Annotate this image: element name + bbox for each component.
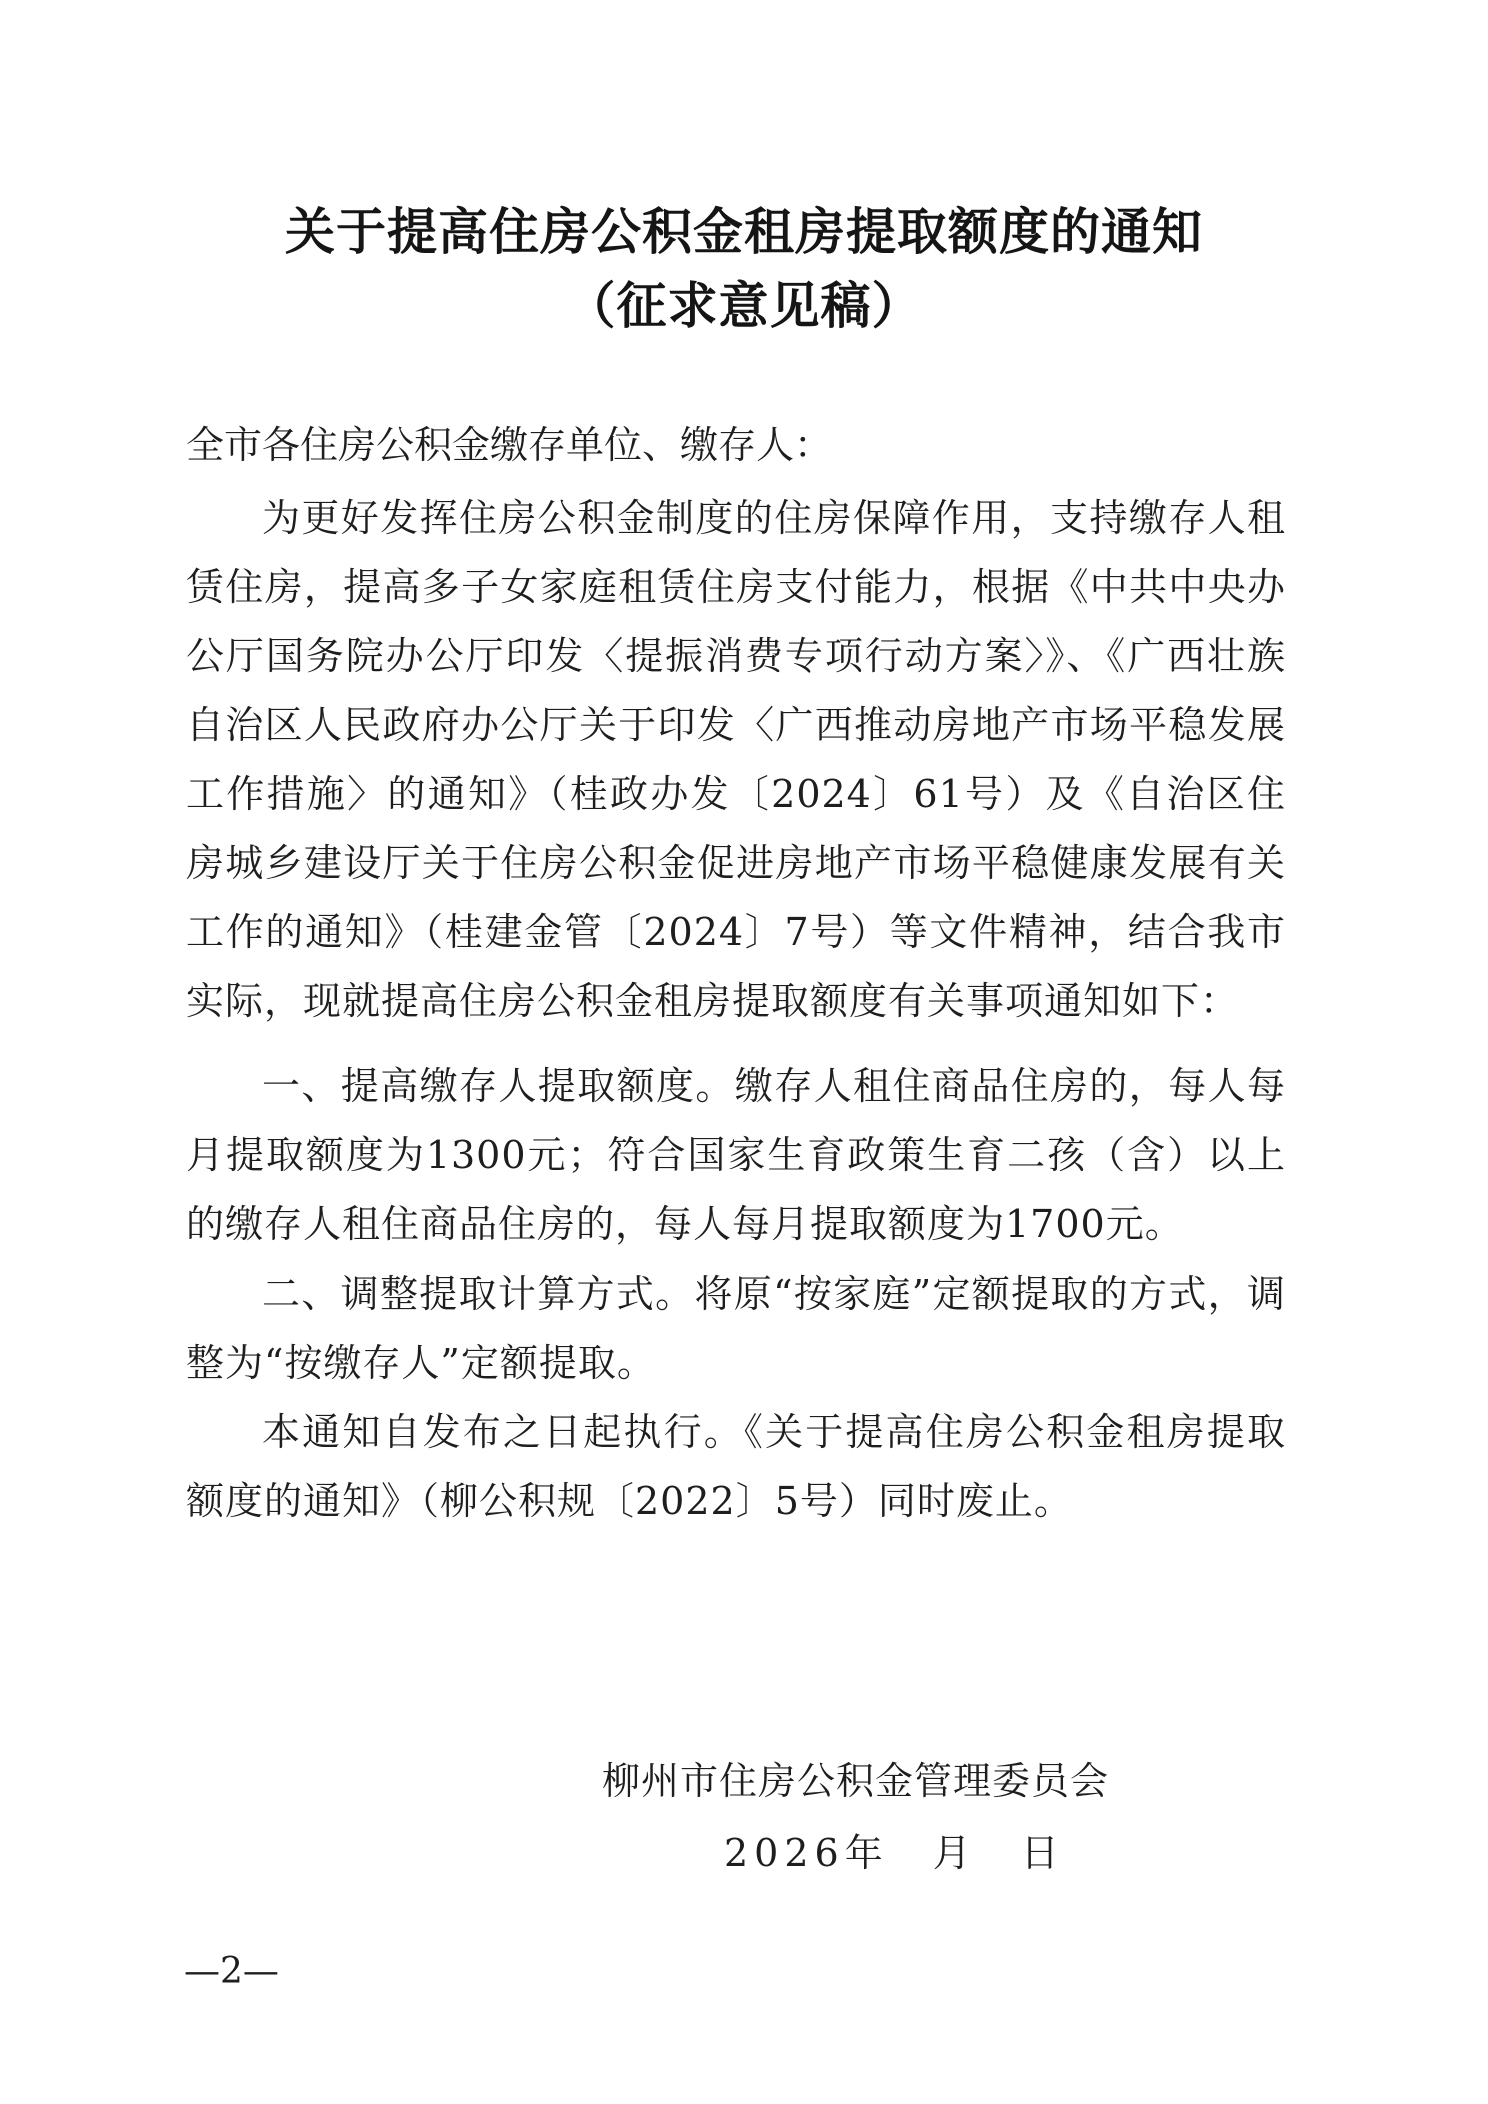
page-number: —2— xyxy=(184,1951,279,1992)
document-title: 关于提高住房公积金租房提取额度的通知 xyxy=(285,203,1203,261)
document-subtitle: （征求意见稿） xyxy=(565,277,923,335)
paragraph-item-two xyxy=(186,1260,1286,1398)
paragraph-text: 为更好发挥住房公积金制度的住房保障作用，支持缴存人租赁住房，提高多子女家庭租赁住房支付能力，根据《中共中央办公厅国务院办公厅印发〈提振消费专项行动方案〉》、《广西壮族自治区人民政府办公厅关于印发〈广西推动房地产市场平稳发展工作措施〉的通知》（桂政办发〔2024〕61号）及《自治区住房城乡建设厅关于住房公积金促进房地产市场平稳健康发展有关工作的通知》（桂建金管〔2024〕7号）等文件精神，结合我市实际，现就提高住房公积金租房提取额度有关事项通知如下： xyxy=(186,496,1286,1023)
paragraph-intro xyxy=(186,484,1286,1036)
signature-organization: 柳州市住房公积金管理委员会 xyxy=(602,1759,1110,1803)
paragraph-text: 二、调整提取计算方式。将原“按家庭”定额提取的方式，调整为“按缴存人”定额提取。 xyxy=(186,1272,1286,1385)
paragraph-effective xyxy=(186,1398,1286,1536)
signature-date: 2026年 月 日 xyxy=(724,1831,1065,1875)
paragraph-text: 本通知自发布之日起执行。《关于提高住房公积金租房提取额度的通知》（柳公积规〔2022〕5号）同时废止。 xyxy=(186,1410,1286,1523)
paragraph-item-one xyxy=(186,1052,1286,1259)
salutation: 全市各住房公积金缴存单位、缴存人： xyxy=(186,423,833,467)
paragraph-text: 一、提高缴存人提取额度。缴存人租住商品住房的，每人每月提取额度为1300元；符合国家生育政策生育二孩（含）以上的缴存人租住商品住房的，每人每月提取额度为1700元。 xyxy=(186,1064,1286,1246)
